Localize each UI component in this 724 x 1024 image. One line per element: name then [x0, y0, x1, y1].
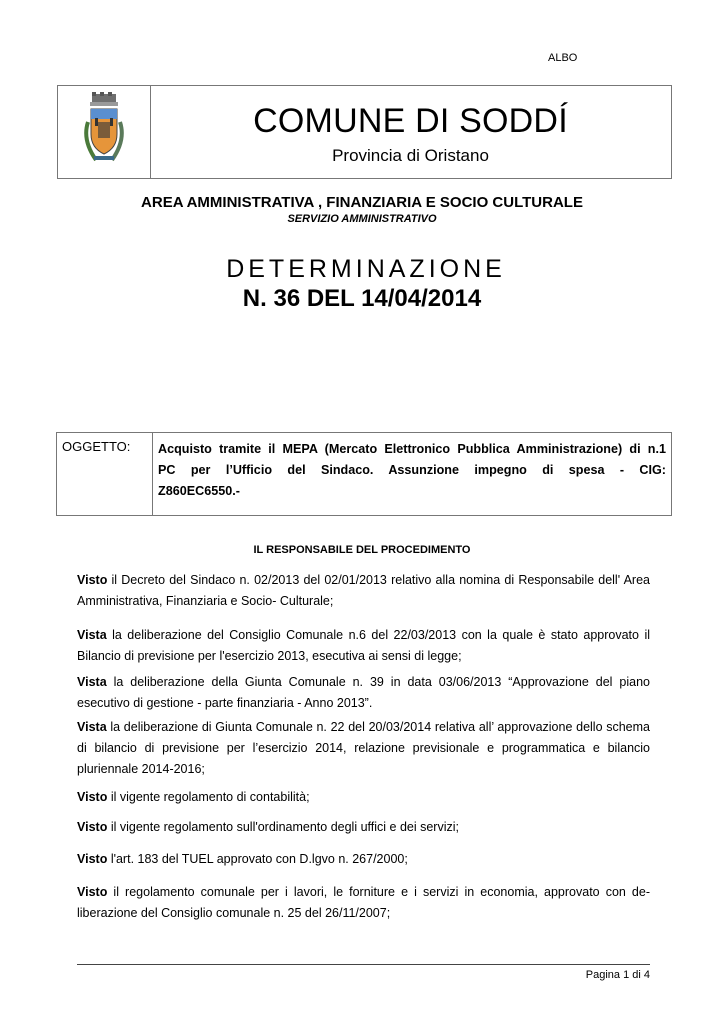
paragraph-text: il Decreto del Sindaco n. 02/2013 del 02/01/2013 relativo alla nomina di Responsabile dell' Area Amministrativa, Finanziaria e Socio- Culturale; [77, 573, 650, 608]
servizio-subheading: SERVIZIO AMMINISTRATIVO [287, 213, 437, 225]
provincia-subtitle: Provincia di Oristano [332, 146, 489, 165]
oggetto-line: PC per l’Ufficio del Sindaco. Assunzione impegno di spesa - CIG: [158, 463, 666, 477]
determinazione-title: DETERMINAZIONE [226, 255, 506, 283]
paragraph-text: il vigente regolamento sull'ordinamento degli uffici e dei servizi; [107, 820, 459, 834]
paragraph-lead: Visto [77, 820, 108, 834]
paragraph-lead: Visto [77, 885, 108, 899]
paragraph-text: l'art. 183 del TUEL approvato con D.lgvo n. 267/2000; [107, 852, 408, 866]
paragraph [77, 882, 650, 924]
paragraph-lead: Visto [77, 790, 108, 804]
paragraph [77, 570, 650, 612]
paragraph-text: la deliberazione del Consiglio Comunale n.6 del 22/03/2013 con la quale è stato approvato il Bilancio di previsione per l'esercizio 2013, esecutiva ai sensi di legge; [77, 628, 650, 663]
oggetto-text [158, 439, 666, 502]
determinazione-number: N. 36 DEL 14/04/2014 [242, 285, 482, 312]
header-box [57, 85, 672, 179]
page-number: Pagina 1 di 4 [585, 969, 650, 981]
paragraph [77, 817, 650, 838]
area-heading: AREA AMMINISTRATIVA , FINANZIARIA E SOCIO CULTURALE [141, 194, 583, 211]
logo-cell [58, 86, 151, 178]
paragraph [77, 672, 650, 714]
oggetto-label-cell [57, 433, 153, 515]
paragraph-lead: Vista [77, 720, 107, 734]
municipal-coat-of-arms-icon [76, 92, 132, 172]
paragraph-text: il regolamento comunale per i lavori, le forniture e i servizi in economia, approvato con de-liberazione del Consiglio comunale n. 25 del 26/11/2007; [77, 885, 650, 920]
albo-label: ALBO [548, 52, 578, 64]
responsabile-heading: IL RESPONSABILE DEL PROCEDIMENTO [253, 544, 471, 556]
paragraph-lead: Vista [77, 675, 107, 689]
oggetto-line: Z860EC6550.- [158, 484, 240, 498]
paragraph [77, 717, 650, 780]
oggetto-line: Acquisto tramite il MEPA (Mercato Elettronico Pubblica Amministrazione) di n.1 [158, 442, 666, 456]
paragraph [77, 787, 650, 808]
paragraph-text: il vigente regolamento di contabilità; [107, 790, 310, 804]
paragraph-lead: Visto [77, 852, 108, 866]
paragraph-text: la deliberazione di Giunta Comunale n. 22 del 20/03/2014 relativa all’ approvazione dello schema di bilancio di previsione per l’esercizio 2014, relazione previsionale e programmatica e bilancio pluriennale 2014-2016; [77, 720, 650, 776]
paragraph-lead: Vista [77, 628, 107, 642]
oggetto-box [56, 432, 672, 516]
paragraph [77, 849, 650, 870]
footer-divider [77, 964, 650, 965]
comune-title: COMUNE DI SODDÍ [253, 102, 568, 140]
paragraph-text: la deliberazione della Giunta Comunale n. 39 in data 03/06/2013 “Approvazione del piano esecutivo di gestione - parte finanziaria - Anno 2013”. [77, 675, 650, 710]
paragraph [77, 625, 650, 667]
oggetto-label: OGGETTO: [62, 439, 131, 454]
paragraph-lead: Visto [77, 573, 108, 587]
